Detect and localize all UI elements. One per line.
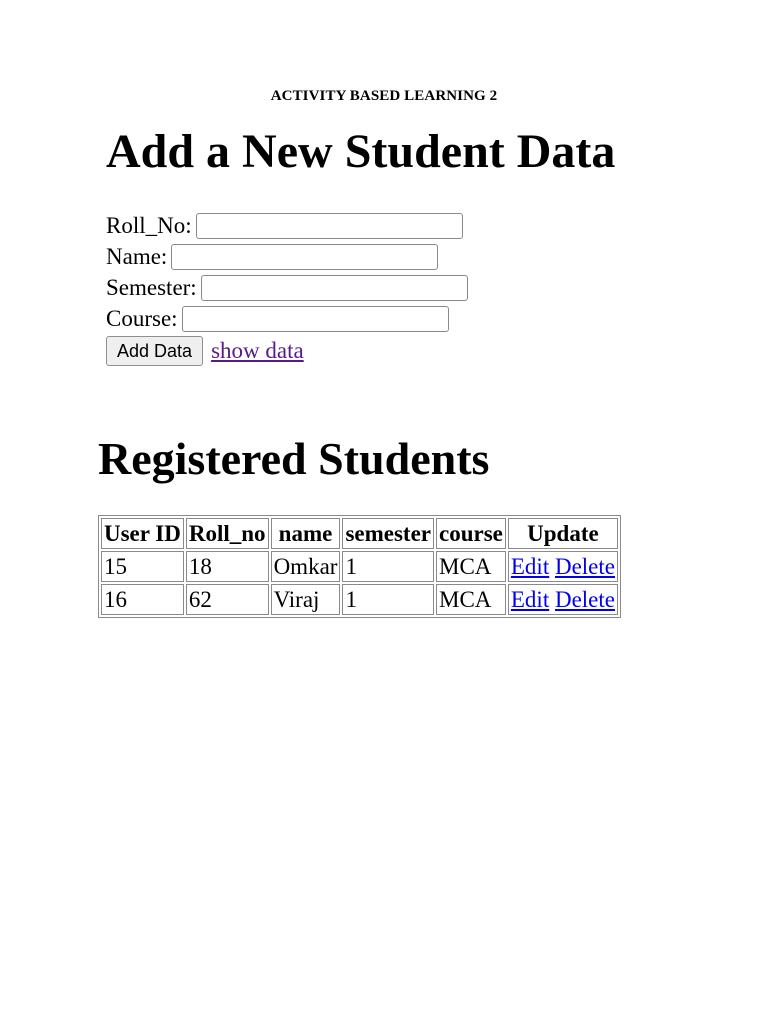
column-header-course: course <box>436 518 506 549</box>
course-row <box>106 303 468 334</box>
cell-semester: 1 <box>342 551 434 582</box>
name-label: Name: <box>106 243 168 269</box>
roll-no-label: Roll_No: <box>106 212 192 238</box>
column-header-name: name <box>271 518 341 549</box>
add-data-button[interactable]: Add Data <box>106 336 203 366</box>
students-table <box>98 515 621 618</box>
cell-course: MCA <box>436 584 506 615</box>
form-actions <box>106 335 468 367</box>
roll-no-row <box>106 210 468 241</box>
table-row <box>101 584 618 615</box>
table-header-row <box>101 518 618 549</box>
semester-label: Semester: <box>106 274 197 300</box>
cell-update <box>508 584 618 615</box>
name-row <box>106 241 468 272</box>
cell-semester: 1 <box>342 584 434 615</box>
column-header-update: Update <box>508 518 618 549</box>
registered-students-heading: Registered Students <box>98 433 490 484</box>
form-heading: Add a New Student Data <box>106 125 616 178</box>
name-input[interactable] <box>171 244 438 270</box>
add-student-form <box>106 210 468 367</box>
cell-update <box>508 551 618 582</box>
course-input[interactable] <box>182 306 449 332</box>
cell-user-id: 15 <box>101 551 184 582</box>
cell-name: Omkar <box>271 551 341 582</box>
course-label: Course: <box>106 305 178 331</box>
roll-no-input[interactable] <box>196 213 463 239</box>
semester-input[interactable] <box>201 275 468 301</box>
column-header-roll-no: Roll_no <box>186 518 269 549</box>
semester-row <box>106 272 468 303</box>
cell-roll-no: 18 <box>186 551 269 582</box>
column-header-user-id: User ID <box>101 518 184 549</box>
show-data-link[interactable]: show data <box>211 338 304 363</box>
edit-link[interactable]: Edit <box>510 553 550 579</box>
table-row <box>101 551 618 582</box>
activity-title: ACTIVITY BASED LEARNING 2 <box>270 88 498 104</box>
edit-link[interactable]: Edit <box>510 586 550 612</box>
delete-link[interactable]: Delete <box>554 586 615 612</box>
cell-roll-no: 62 <box>186 584 269 615</box>
cell-course: MCA <box>436 551 506 582</box>
column-header-semester: semester <box>342 518 434 549</box>
cell-name: Viraj <box>271 584 341 615</box>
cell-user-id: 16 <box>101 584 184 615</box>
delete-link[interactable]: Delete <box>554 553 615 579</box>
